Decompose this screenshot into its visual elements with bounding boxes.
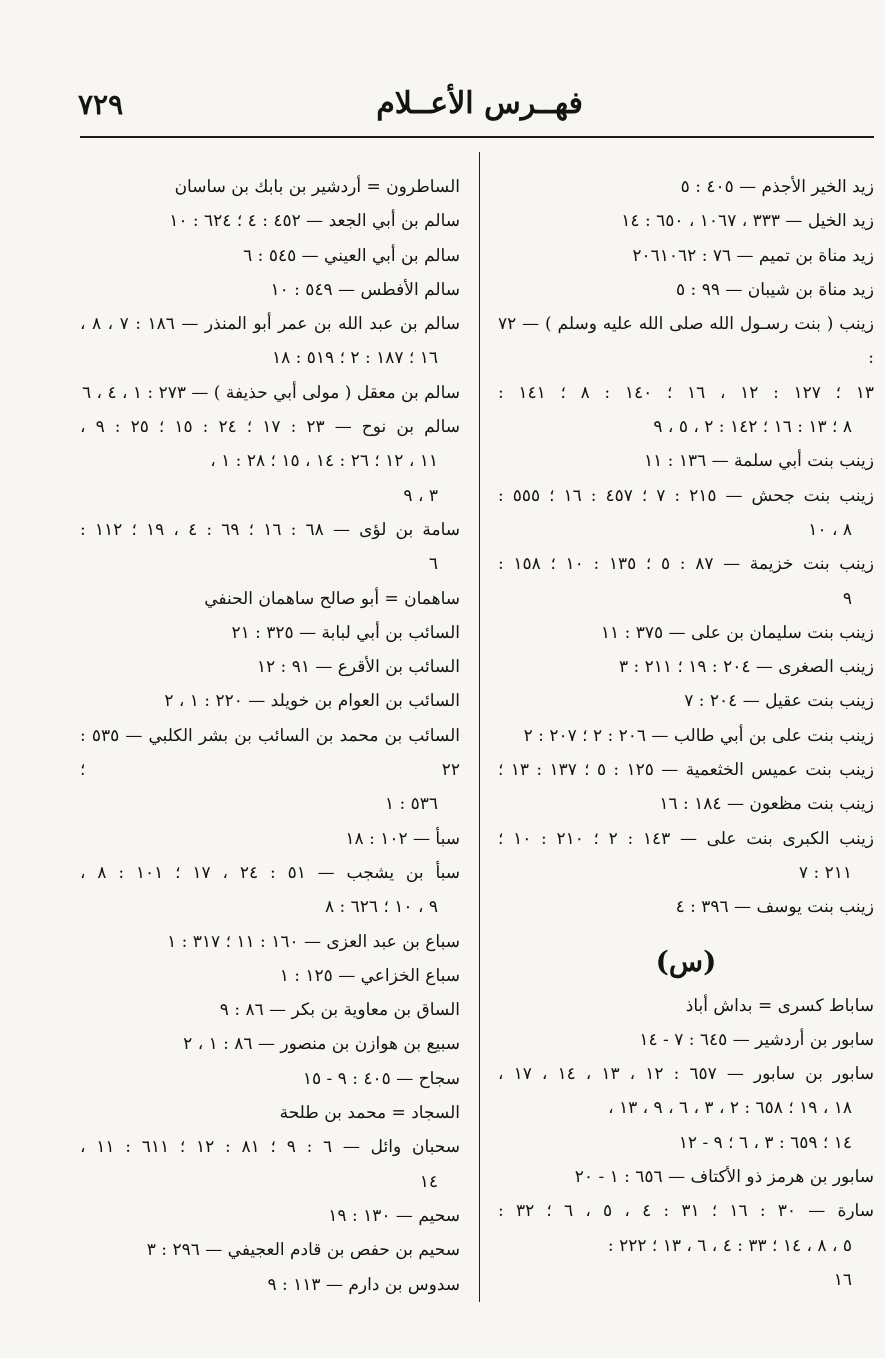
index-entry: ١٦ — [833, 1269, 852, 1290]
index-entry: زينب بنت عقيل — ٢٠٤ : ٧ — [684, 691, 874, 712]
index-entry: ٥٣٦ : ١ — [384, 794, 438, 815]
index-entry: ٨ ، ١٠ — [808, 519, 852, 540]
index-entry: ١٦ ؛ ١٨٧ : ٢ ؛ ٥١٩ : ١٨ — [271, 348, 438, 369]
index-entry: ٣ ، ٩ — [403, 485, 438, 506]
index-entry: سامة بن لؤى — ٦٨ : ١٦ ؛ ٦٩ : ٤ ، ١٩ ؛ ١١٢ : — [80, 519, 460, 540]
right-column-entries-sin — [498, 989, 874, 1298]
index-entry: زينب الصغرى — ٢٠٤ : ١٩ ؛ ٢١١ : ٣ — [618, 657, 874, 678]
index-entry: ٢١١ : ٧ — [798, 862, 852, 883]
page-number: ٧٢٩ — [78, 88, 124, 121]
index-entry: الساطرون = أردشير بن بابك بن ساسان — [174, 177, 460, 197]
right-column-entries — [498, 170, 874, 925]
index-entry: سابور بن سابور — ٦٥٧ : ١٢ ، ١٣ ، ١٤ ، ١٧ ، — [498, 1064, 875, 1085]
index-entry: ٥ ، ٨ ، ١٤ ؛ ٣٣ : ٤ ، ٦ ، ١٣ ؛ ٢٢٢ : — [607, 1235, 852, 1256]
index-entry: ١١ ، ١٢ ؛ ٢٦ : ١٤ ، ١٥ ؛ ٢٨ : ١ ، — [210, 451, 438, 472]
index-entry: سبأ بن يشجب — ٥١ : ٢٤ ، ١٧ ؛ ١٠١ : ٨ ، — [80, 862, 461, 883]
index-entry: ٦ — [428, 554, 438, 575]
index-entry: سالم بن أبي العيني — ٥٤٥ : ٦ — [243, 245, 460, 266]
index-entry: سبيع بن هوازن بن منصور — ٨٦ : ١ ، ٢ — [183, 1034, 460, 1055]
index-entry: سباع الخزاعي — ١٢٥ : ١ — [279, 965, 460, 986]
column-divider — [479, 152, 480, 1302]
right-column — [498, 170, 874, 1297]
index-entry: زينب بنت يوسف — ٣٩٦ : ٤ — [675, 897, 874, 918]
index-entry: سدوس بن دارم — ١١٣ : ٩ — [267, 1274, 460, 1295]
index-entry: السائب بن محمد بن السائب بن بشر الكلبي — ٥٣٥ : ٢٢ ؛ — [80, 725, 461, 781]
page-header — [78, 86, 873, 134]
index-entry: زينب بنت مظعون — ١٨٤ : ١٦ — [659, 794, 874, 815]
index-entry: زينب بنت عميس الخثعمية — ١٢٥ : ٥ ؛ ١٣٧ : ١٣ ؛ — [498, 760, 874, 781]
index-entry: زينب بنت أبي سلمة — ١٣٦ : ١١ — [644, 451, 874, 472]
index-entry: سارة — ٣٠ : ١٦ ؛ ٣١ : ٤ ، ٥ ، ٦ ؛ ٣٢ : — [498, 1201, 874, 1222]
index-entry: السائب بن العوام بن خويلد — ٢٢٠ : ١ ، ٢ — [164, 691, 460, 712]
index-entry: ١٨ ، ١٩ ؛ ٦٥٨ : ٢ ، ٣ ، ٦ ، ٩ ، ١٣ ، — [608, 1098, 852, 1119]
index-entry: السائب بن الأقرع — ٩١ : ١٢ — [256, 657, 460, 678]
left-column — [80, 170, 460, 1302]
index-entry: زينب بنت سليمان بن على — ٣٧٥ : ١١ — [600, 622, 874, 643]
index-entry: ساهمان = أبو صالح ساهمان الحنفي — [204, 588, 460, 609]
index-entry: ١٤ ؛ ٦٥٩ : ٣ ، ٦ ؛ ٩ - ١٢ — [678, 1132, 852, 1153]
index-entry: زينب بنت جحش — ٢١٥ : ٧ ؛ ٤٥٧ : ١٦ ؛ ٥٥٥ : — [498, 485, 874, 506]
index-entry: ١٣ ؛ ١٢٧ : ١٢ ، ١٦ ؛ ١٤٠ : ٨ ؛ ١٤١ : — [498, 382, 874, 403]
index-entry: سبأ — ١٠٢ : ١٨ — [345, 828, 460, 849]
index-entry: سباع بن عبد العزى — ١٦٠ : ١١ ؛ ٣١٧ : ١ — [167, 931, 460, 952]
index-entry: زيد الخيل — ٣٣٣ ، ١٠٦٧ ، ٦٥٠ : ١٤ — [621, 211, 874, 232]
index-entry: سحيم — ١٣٠ : ١٩ — [328, 1205, 460, 1226]
index-entry: ٩ ، ١٠ ؛ ٦٢٦ : ٨ — [324, 897, 438, 918]
index-entry: سجاح — ٤٠٥ : ٩ - ١٥ — [302, 1068, 460, 1089]
index-entry: سابور بن هرمز ذو الأكتاف — ٦٥٦ : ١ - ٢٠ — [574, 1167, 874, 1188]
page-title: فهــرس الأعــلام — [376, 86, 583, 121]
index-entry: سحبان وائل — ٦ : ٩ ؛ ٨١ : ١٢ ؛ ٦١١ : ١١ ، — [80, 1137, 460, 1158]
index-entry: سحيم بن حفص بن قادم العجيفي — ٢٩٦ : ٣ — [146, 1240, 460, 1261]
index-entry: ٨ ؛ ١٣ : ١٦ ؛ ١٤٢ : ٢ ، ٥ ، ٩ — [653, 417, 852, 438]
index-entry: زيد الخير الأجذم — ٤٠٥ : ٥ — [680, 177, 874, 197]
index-entry: ٩ — [842, 588, 852, 609]
header-rule — [80, 136, 874, 138]
index-entry: سالم بن معقل ( مولى أبي حذيفة ) — ٢٧٣ : ١ ، ٤ ، ٦ — [82, 382, 460, 403]
index-entry: ساباط كسرى = بداش أباذ — [685, 995, 874, 1016]
index-entry: سالم بن نوح — ٢٣ : ١٧ ؛ ٢٤ : ١٥ ؛ ٢٥ : ٩ ، — [80, 417, 460, 438]
index-entry: الساق بن معاوية بن بكر — ٨٦ : ٩ — [219, 1000, 460, 1021]
index-entry: السائب بن أبي لبابة — ٣٢٥ : ٢١ — [231, 622, 460, 643]
index-entry: زينب بنت خزيمة — ٨٧ : ٥ ؛ ١٣٥ : ١٠ ؛ ١٥٨ : — [498, 554, 874, 575]
index-entry: السجاد = محمد بن طلحة — [279, 1103, 460, 1124]
index-entry: زينب بنت على بن أبي طالب — ٢٠٦ : ٢ ؛ ٢٠٧ : ٢ — [523, 725, 874, 746]
left-column-entries — [80, 170, 460, 1302]
index-entry: سالم بن عبد الله بن عمر أبو المنذر — ١٨٦ : ٧ ، ٨ ، — [80, 314, 460, 335]
index-entry: سابور بن أردشير — ٦٤٥ : ٧ - ١٤ — [639, 1029, 874, 1050]
section-heading-sin: (س) — [655, 944, 717, 978]
index-entry: سالم بن أبي الجعد — ٤٥٢ : ٤ ؛ ٦٢٤ : ١٠ — [169, 211, 460, 232]
index-entry: زيد مناة بن تميم — ٧٦ : ٢٠٦١٠٦٢ — [632, 245, 874, 266]
index-entry: زينب الكبرى بنت على — ١٤٣ : ٢ ؛ ٢١٠ : ١٠ ؛ — [498, 828, 875, 849]
index-entry: سالم الأفطس — ٥٤٩ : ١٠ — [270, 279, 460, 300]
index-entry: ١٤ — [419, 1171, 438, 1192]
index-entry: زيد مناة بن شيبان — ٩٩ : ٥ — [676, 279, 874, 300]
index-entry: زينب ( بنت رسـول الله صلى الله عليه وسلم ) — ٧٢ : — [498, 314, 874, 369]
